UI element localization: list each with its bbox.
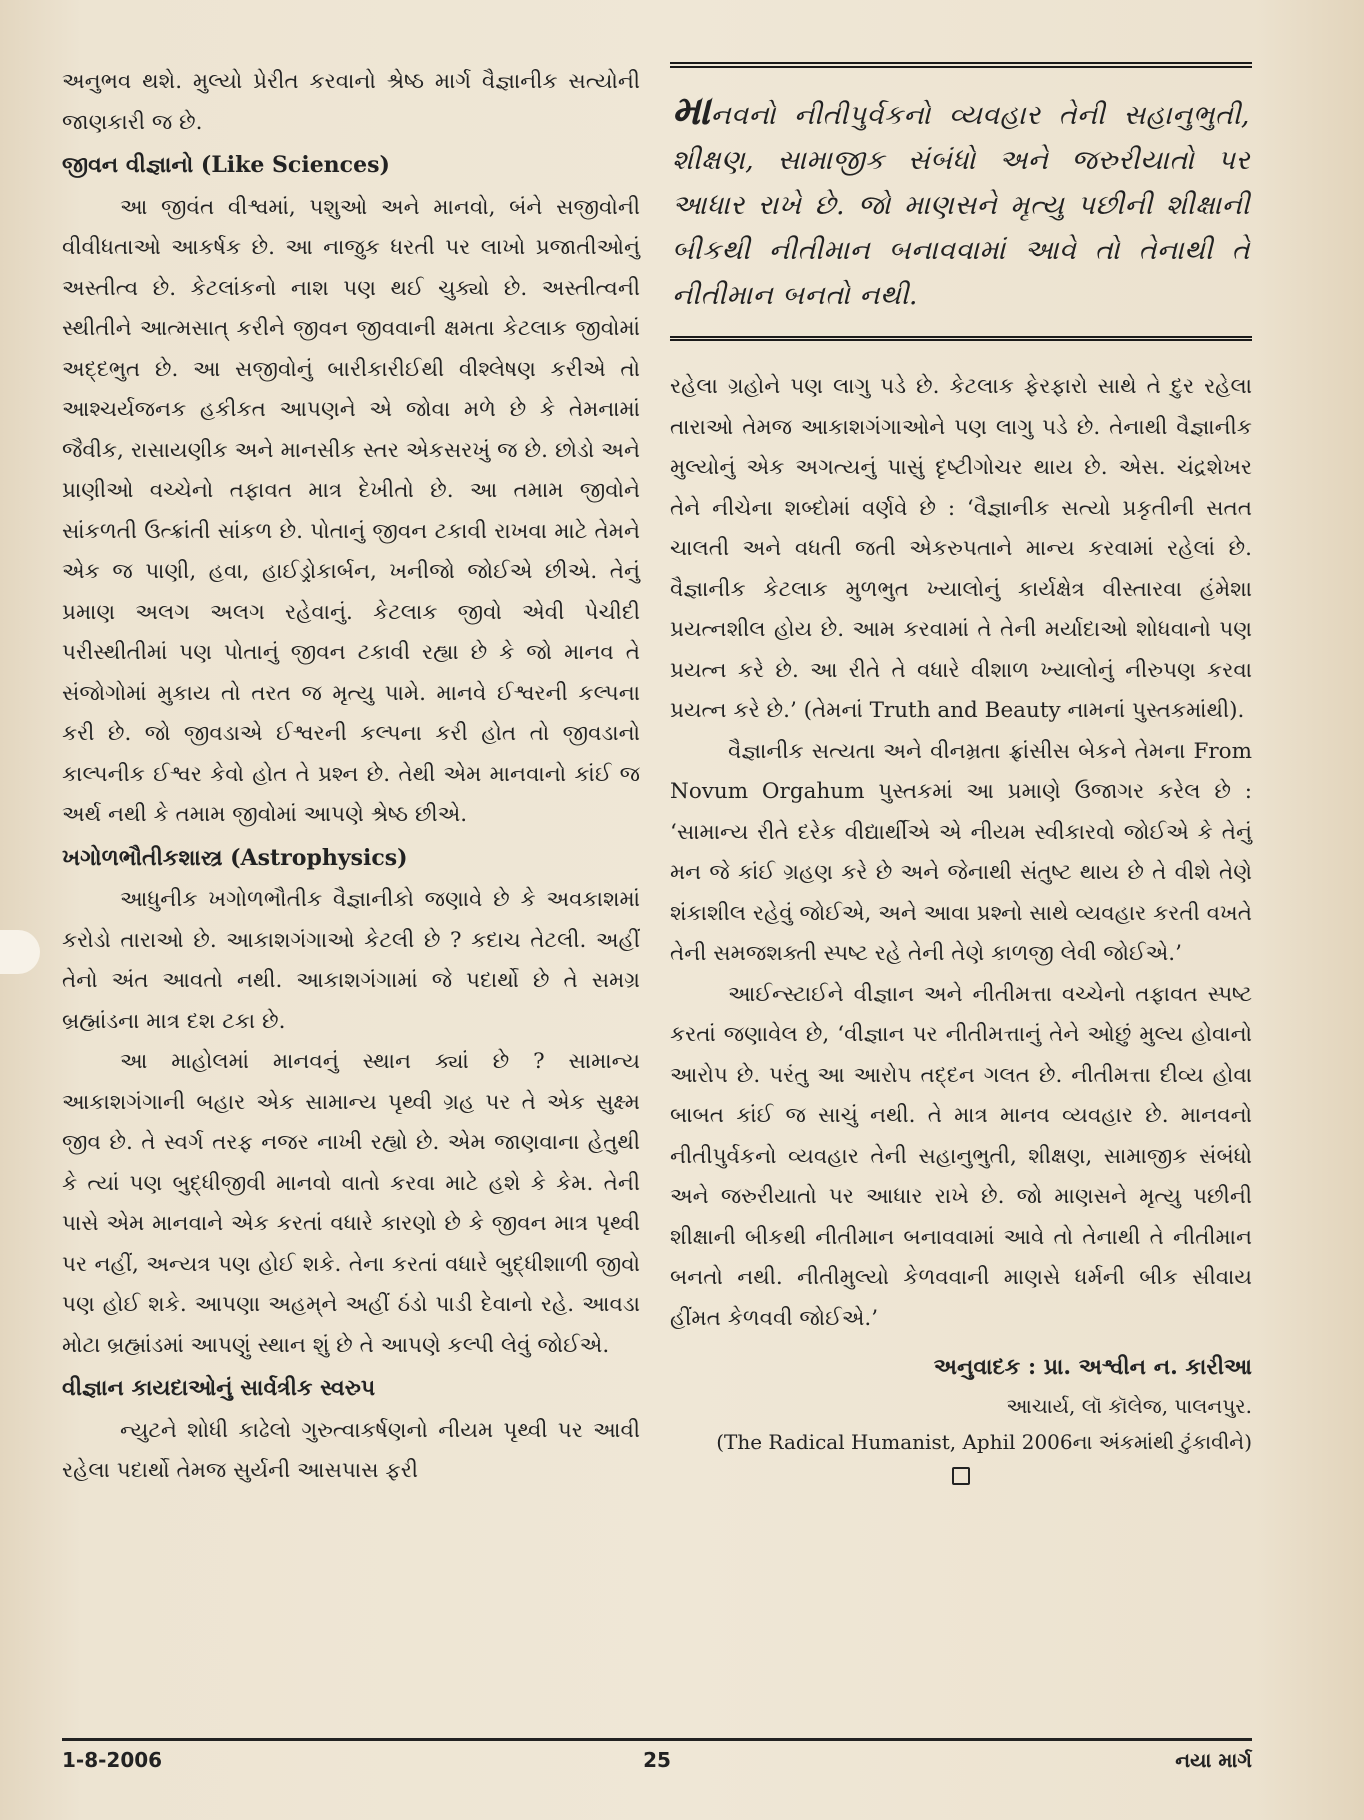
- bacon-paragraph: વૈજ્ઞાનીક સત્યતા અને વીનમ્રતા ફ્રાંસીસ બેકને તેમના From Novum Orgahum પુસ્તકમાં આ પ્રમાણે ઉજાગર કરેલ છે : ‘સામાન્ય રીતે દરેક વીદ્યાર્થીએ એ નીયમ સ્વીકારવો જોઈએ કે તેનું મન જે કાંઈ ગ્રહણ કરે છે અને જેનાથી સંતુષ્ટ થાય છે તે વીશે તેણે શંકાશીલ રહેવું જોઈએ, અને આવા પ્રશ્નો સાથે વ્યવહાર કરતી વખતે તેની સમજશક્તી સ્પષ્ટ રહે તેની તેણે કાળજી લેવી જોઈએ.’: [670, 738, 1252, 966]
- footer-page-number: 25: [643, 1748, 671, 1772]
- pull-quote: [670, 62, 1252, 341]
- footer-date: 1-8-2006: [62, 1748, 163, 1772]
- intro-paragraph: અનુભવ થશે. મુલ્યો પ્રેરીત કરવાનો શ્રેષ્ઠ માર્ગ વૈજ્ઞાનીક સત્યોની જાણકારી જ છે.: [62, 69, 640, 135]
- footer-rule: [62, 1738, 1252, 1741]
- pull-quote-text: [672, 88, 1250, 318]
- universal-laws-paragraph: ન્યુટને શોધી કાઢેલો ગુરુત્વાકર્ષણનો નીયમ પૃથ્વી પર આવી રહેલા પદાર્થો તેમજ સુર્યની આસપાસ ફરી: [62, 1417, 640, 1483]
- page-footer: [62, 1748, 1252, 1788]
- translator-role: આચાર્ય, લૉ કૉલેજ, પાલનપુર.: [1006, 1394, 1252, 1418]
- astrophysics-paragraph-2: આ માહોલમાં માનવનું સ્થાન ક્યાં છે ? સામાન્ય આકાશગંગાની બહાર એક સામાન્ય પૃથ્વી ગ્રહ પર તે એક સુક્ષ્મ જીવ છે. તે સ્વર્ગ તરફ નજર નાખી રહ્યો છે. એમ જાણવાના હેતુથી કે ત્યાં પણ બુદ્ધીજીવી માનવો વાતો કરવા માટે હશે કે કેમ. તેની પાસે એમ માનવાને એક કરતાં વધારે કારણો છે કે જીવન માત્ર પૃથ્વી પર નહીં, અન્યત્ર પણ હોઈ શકે. તેના કરતાં વધારે બુદ્ધીશાળી જીવો પણ હોઈ શકે. આપણા અહમ્‌ને અહીં ઠંડો પાડી દેવાનો રહે. આવડા મોટા બ્રહ્માંડમાં આપણું સ્થાન શું છે તે આપણે કલ્પી લેવું જોઈએ.: [62, 1049, 640, 1358]
- pull-quote-body: નવનો નીતીપુર્વકનો વ્યવહાર તેની સહાનુભુતી, શીક્ષણ, સામાજીક સંબંધો અને જરુરીયાતો પર આધાર રાખે છે. જો માણસને મૃત્યુ પછીની શીક્ષાની બીકથી નીતીમાન બનાવવામાં આવે તો તેનાથી તે નીતીમાન બનતો નથી.: [672, 100, 1250, 311]
- footer-magazine-name: નયા માર્ગ: [1175, 1748, 1252, 1772]
- continuation-paragraph: રહેલા ગ્રહોને પણ લાગુ પડે છે. કેટલાક ફેરફારો સાથે તે દુર રહેલા તારાઓ તેમજ આકાશગંગાઓને પણ લાગુ પડે છે. તેનાથી વૈજ્ઞાનીક મુલ્યોનું એક અગત્યનું પાસું દૃષ્ટીગોચર થાય છે. એસ. ચંદ્રશેખર તેને નીચેના શબ્દોમાં વર્ણવે છે : ‘વૈજ્ઞાનીક સત્યો પ્રકૃતીની સતત ચાલતી અને વધતી જતી એકરુપતાને માન્ય કરવામાં રહેલાં છે. વૈજ્ઞાનીક કેટલાક મુળભુત ખ્યાલોનું કાર્યક્ષેત્ર વીસ્તારવા હંમેશા પ્રયત્નશીલ હોય છે. આમ કરવામાં તે તેની મર્યાદાઓ શોધવાનો પણ પ્રયત્ન કરે છે. આ રીતે તે વધારે વીશાળ ખ્યાલોનું નીરુપણ કરવા પ્રયત્ન કરે છે.’ (તેમનાં Truth and Beauty નામનાં પુસ્તકમાંથી).: [670, 374, 1252, 723]
- heading-universal-laws: વીજ્ઞાન કાયદાઓનું સાર્વત્રીક સ્વરુપ: [62, 1375, 376, 1401]
- einstein-paragraph: આઈન્સ્ટાઈને વીજ્ઞાન અને નીતીમત્તા વચ્ચેનો તફાવત સ્પષ્ટ કરતાં જણાવેલ છે, ‘વીજ્ઞાન પર નીતીમત્તાનું તેને ઓછું મુલ્ય હોવાનો આરોપ છે. પરંતુ આ આરોપ તદ્દન ગલત છે. નીતીમત્તા દીવ્ય હોવા બાબત કાંઈ જ સાચું નથી. તે માત્ર માનવ વ્યવહાર છે. માનવનો નીતીપુર્વકનો વ્યવહાર તેની સહાનુભુતી, શીક્ષણ, સામાજીક સંબંધો અને જરુરીયાતો પર આધાર રાખે છે. જો માણસને મૃત્યુ પછીની શીક્ષાની બીકથી નીતીમાન બનાવવામાં આવે તો તેનાથી તે નીતીમાન બનતો નથી. નીતીમુલ્યો કેળવવાની માણસે ધર્મની બીક સીવાય હીંમત કેળવવી જોઈએ.’: [670, 981, 1252, 1331]
- source-note: (The Radical Humanist, Aphil 2006ના અંકમાંથી ટુંકાવીને): [716, 1430, 1252, 1454]
- astrophysics-paragraph-1: આધુનીક ખગોળભૌતીક વૈજ્ઞાનીકો જણાવે છે કે અવકાશમાં કરોડો તારાઓ છે. આકાશગંગાઓ કેટલી છે ? કદાચ તેટલી. અહીં તેનો અંત આવતો નથી. આકાશગંગામાં જે પદાર્થો છે તે સમગ્ર બ્રહ્માંડના માત્ર દશ ટકા છે.: [62, 887, 640, 1034]
- life-sciences-paragraph: આ જીવંત વીશ્વમાં, પશુઓ અને માનવો, બંને સજીવોની વીવીધતાઓ આકર્ષક છે. આ નાજુક ધરતી પર લાખો પ્રજાતીઓનું અસ્તીત્વ છે. કેટલાંકનો નાશ પણ થઈ ચુક્યો છે. અસ્તીત્વની સ્થીતીને આત્મસાત્ કરીને જીવન જીવવાની ક્ષમતા કેટલાક જીવોમાં અદ્દભુત છે. આ સજીવોનું બારીકારીઈથી વીશ્લેષણ કરીએ તો આશ્ચર્યજનક હકીકત આપણને એ જોવા મળે છે કે તેમનામાં જૈવીક, રાસાયણીક અને માનસીક સ્તર એકસરખું જ છે. છોડો અને પ્રાણીઓ વચ્ચેનો તફાવત માત્ર દેખીતો છે. આ તમામ જીવોને સાંકળતી ઉત્ક્રાંતી સાંકળ છે. પોતાનું જીવન ટકાવી રાખવા માટે તેમને એક જ પાણી, હવા, હાઈડ્રોકાર્બન, ખનીજો જોઈએ છીએ. તેનું પ્રમાણ અલગ અલગ રહેવાનું. કેટલાક જીવો એવી પેચીદી પરીસ્થીતીમાં પણ પોતાનું જીવન ટકાવી રહ્યા છે કે જો માનવ તે સંજોગોમાં મુકાય તો તરત જ મૃત્યુ પામે. માનવે ઈશ્વરની કલ્પના કરી છે. જો જીવડાએ ઈશ્વરની કલ્પના કરી હોત તો જીવડાનો કાલ્પનીક ઈશ્વર કેવો હોત તે પ્રશ્ન છે. તેથી એમ માનવાનો કાંઈ જ અર્થ નથી કે તમામ જીવોમાં આપણે શ્રેષ્ઠ છીએ.: [62, 194, 640, 827]
- left-column: [62, 62, 640, 1492]
- translator-credit: [670, 1347, 1252, 1459]
- pull-quote-dropcap: મા: [672, 87, 711, 134]
- heading-life-sciences: જીવન વીજ્ઞાનો (Like Sciences): [62, 152, 390, 178]
- paper-tear: [0, 930, 40, 974]
- right-column: [670, 62, 1252, 1485]
- translator-name: અનુવાદક : પ્રા. અશ્વીન ન. કારીઆ: [933, 1354, 1252, 1380]
- heading-astrophysics: ખગોળભૌતીકશાસ્ત્ર (Astrophysics): [62, 844, 408, 871]
- end-mark-icon: [952, 1467, 970, 1485]
